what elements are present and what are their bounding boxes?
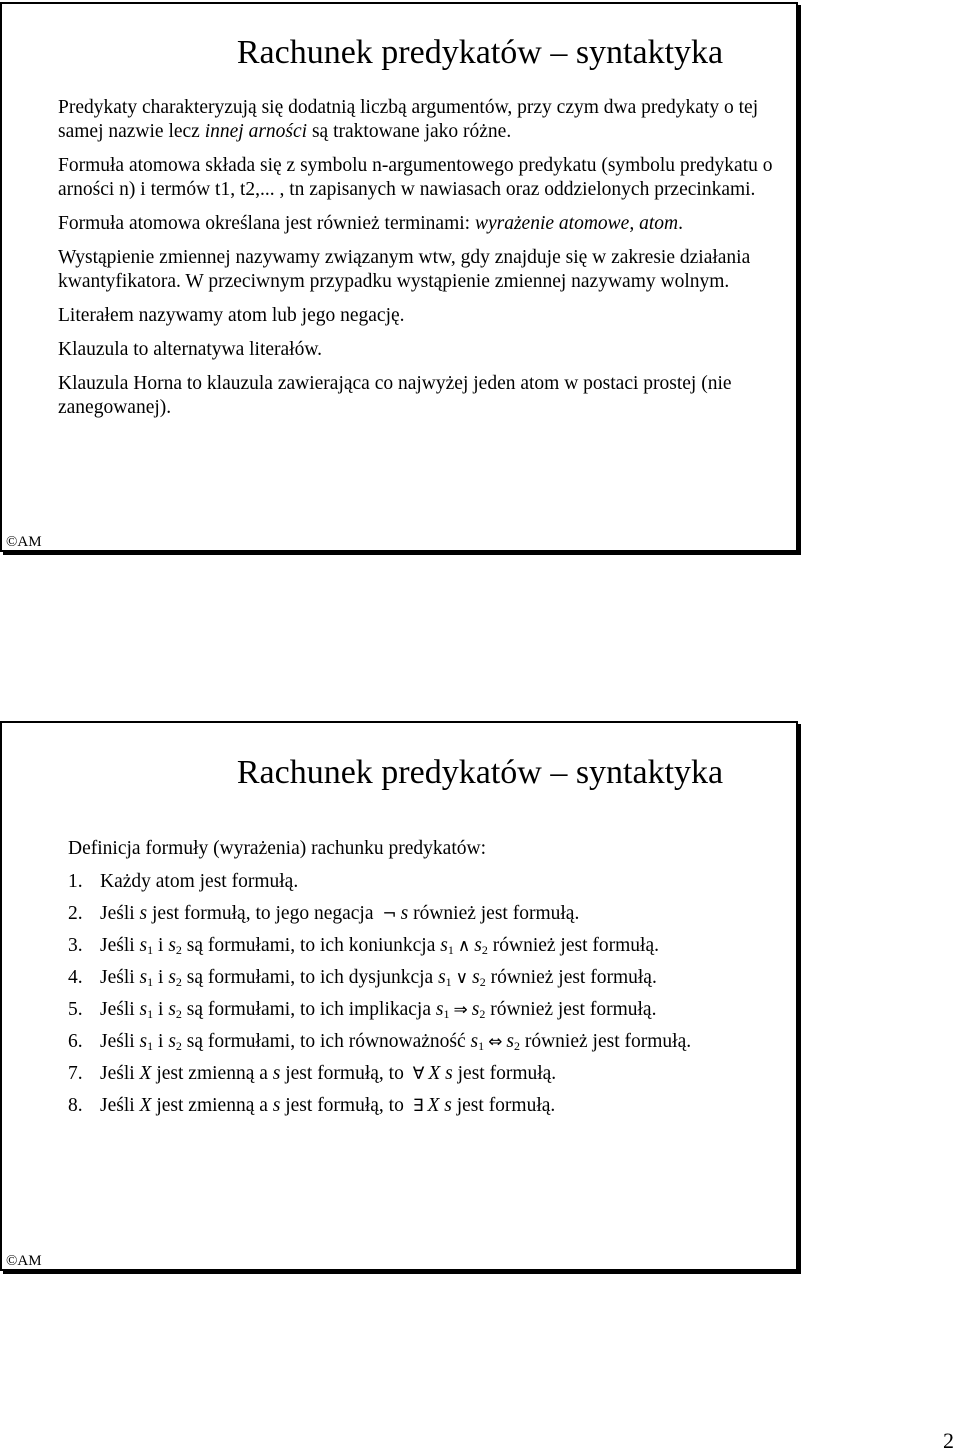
paragraph-bound-variable: Wystąpienie zmiennej nazywamy związanym wtw, gdy znajduje się w zakresie działania kwantyfikatora. W przeciwnym przypadku wystąpienie zmiennej nazywamy wolnym. [58, 247, 751, 292]
list-item: 5. Jeśli $s_1$ i $s_2$ są formułami, to ich implikacja $s_1$ ⇒ $s_2$ również jest formułą. [68, 999, 657, 1021]
paragraph-predicates: Predykaty charakteryzują się dodatnią liczbą argumentów, przy czym dwa predykaty o tej samej nazwie lecz innej arności są traktowane jako różne. [58, 97, 759, 142]
slide-2-copyright: ©AM [6, 1253, 42, 1269]
equivalence-symbol: ⇔ [488, 1032, 503, 1052]
list-item: 6. Jeśli $s_1$ i $s_2$ są formułami, to ich równoważność $s_1$ ⇔ $s_2$ również jest formułą. [68, 1031, 692, 1053]
implication-symbol: ⇒ [453, 1000, 468, 1020]
list-item: 4. Jeśli $s_1$ i $s_2$ są formułami, to ich dysjunkcja $s_1$ ∨ $s_2$ również jest formułą. [68, 967, 657, 989]
list-item: 2. Jeśli s jest formułą, to jego negacja ¬ s również jest formułą. [68, 903, 580, 924]
definition-list [68, 870, 778, 1118]
definition-intro: Definicja formuły (wyrażenia) rachunku predykatów: [68, 838, 486, 859]
conjunction-symbol: ∧ [457, 936, 471, 956]
disjunction-symbol: ∨ [455, 968, 469, 988]
paragraph-literal: Literałem nazywamy atom lub jego negację. [58, 305, 405, 326]
list-item: 1. Każdy atom jest formułą. [68, 871, 299, 892]
exists-symbol: ∃ [412, 1096, 424, 1116]
paragraph-horn-clause: Klauzula Horna to klauzula zawierająca co najwyżej jeden atom w postaci prostej (nie zanegowanej). [58, 373, 732, 418]
slide-1-title: Rachunek predykatów – syntaktyka [236, 34, 724, 71]
list-item: 8. Jeśli X jest zmienną a s jest formułą, to ∃ X s jest formułą. [68, 1095, 556, 1116]
paragraph-atomic-terms: Formuła atomowa określana jest również terminami: wyrażenie atomowe, atom. [58, 213, 683, 234]
list-item: 7. Jeśli X jest zmienną a s jest formułą, to ∀ X s jest formułą. [68, 1063, 557, 1084]
forall-symbol: ∀ [412, 1064, 425, 1084]
slide-2-title: Rachunek predykatów – syntaktyka [236, 754, 724, 791]
paragraph-clause: Klauzula to alternatywa literałów. [58, 339, 323, 360]
slide-1-copyright: ©AM [6, 534, 42, 550]
list-item: 3. Jeśli $s_1$ i $s_2$ są formułami, to ich koniunkcja $s_1$ ∧ $s_2$ również jest formułą. [68, 935, 659, 957]
slide-1-body [58, 96, 778, 430]
slide-2-body [68, 837, 778, 1126]
page-number: 2 [943, 1428, 954, 1453]
paragraph-atomic-formula: Formuła atomowa składa się z symbolu n-argumentowego predykatu (symbolu predykatu o arności n) i termów t1, t2,... , tn zapisanych w nawiasach oraz oddzielonych przecinkami. [58, 155, 773, 200]
negation-symbol: ¬ [382, 904, 397, 924]
